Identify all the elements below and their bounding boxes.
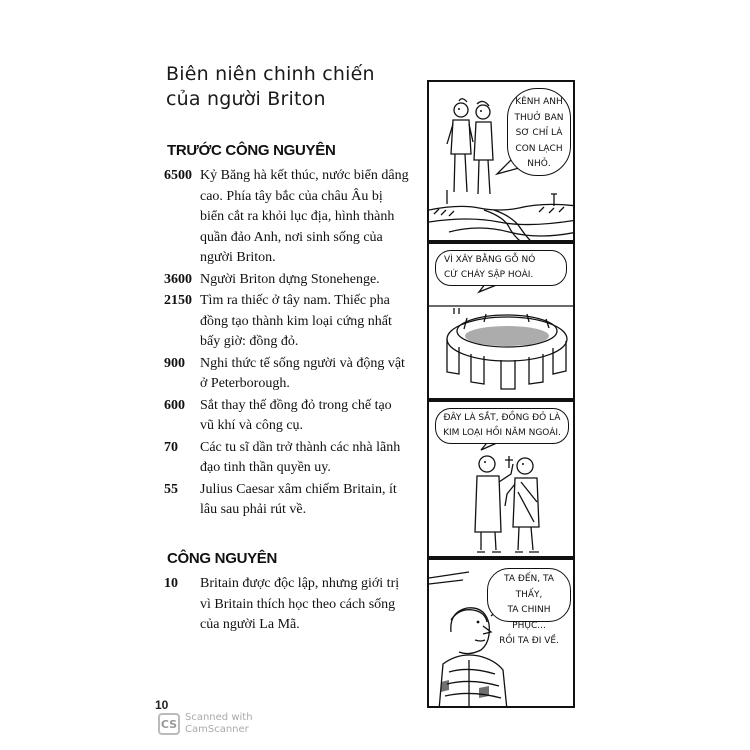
entry-year: 900 xyxy=(164,355,185,371)
timeline-entry xyxy=(164,166,409,269)
timeline-entry xyxy=(164,480,409,521)
entry-text: Nghi thức tế sống người và động vật ở Peterborough. xyxy=(200,355,405,391)
comic-panel-2 xyxy=(427,242,575,400)
entry-year: 2150 xyxy=(164,293,192,308)
title-line-1: Biên niên chinh chiến xyxy=(166,63,375,85)
timeline-entry xyxy=(164,396,409,437)
watermark-text: Scanned with CamScanner xyxy=(185,712,253,735)
speech-bubble-4: TA ĐẾN, TA THẤY, TA CHINH PHỤC... RỒI TA ĐI VỀ. xyxy=(487,568,571,622)
entry-text: Các tu sĩ dần trở thành các nhà lãnh đạo tinh thần quyền uy. xyxy=(200,439,401,475)
speech-bubble-1: KÊNH ANH THUỞ BAN SƠ CHỈ LÀ CON LẠCH NHỎ. xyxy=(507,88,571,176)
camscanner-logo-icon: CS xyxy=(158,713,180,735)
comic-panel-4 xyxy=(427,558,575,708)
entry-year: 10 xyxy=(164,576,178,591)
timeline-entry xyxy=(164,270,409,291)
entry-text: Sắt thay thế đồng đỏ trong chế tạo vũ khí và công cụ. xyxy=(200,397,392,433)
entry-text: Britain được độc lập, nhưng giới trị vì Britain thích học theo cách sống của người La Mã. xyxy=(200,576,400,632)
ad-events xyxy=(164,574,409,637)
entry-text: Julius Caesar xâm chiếm Britain, ít lâu sau phải rút về. xyxy=(200,481,397,517)
entry-year: 600 xyxy=(164,397,185,413)
timeline-entry xyxy=(164,354,409,395)
entry-year: 3600 xyxy=(164,271,192,287)
camscanner-watermark xyxy=(158,712,253,736)
speech-bubble-3: ĐÂY LÀ SẮT, ĐỒNG ĐỎ LÀ KIM LOẠI HỒI NĂM NGOÁI. xyxy=(435,408,569,444)
page-title xyxy=(166,62,375,112)
timeline-entry xyxy=(164,291,409,353)
entry-year: 55 xyxy=(164,481,178,497)
entry-text: Người Briton dựng Stonehenge. xyxy=(200,271,380,287)
entry-year: 6500 xyxy=(164,168,192,183)
title-line-2: của người Briton xyxy=(166,88,326,110)
bc-events xyxy=(164,166,409,522)
entry-year: 70 xyxy=(164,439,178,455)
comic-panel-3 xyxy=(427,400,575,558)
ad-heading: CÔNG NGUYÊN xyxy=(167,550,278,567)
timeline-entry xyxy=(164,574,409,636)
entry-text: Kỷ Băng hà kết thúc, nước biển dâng cao. Phía tây bắc của châu Âu bị biển cắt ra khỏi lục địa, hình thành quần đảo Anh, nơi sinh sống của người Briton. xyxy=(200,168,409,265)
page-number: 10 xyxy=(155,698,169,712)
entry-text: Tìm ra thiếc ở tây nam. Thiếc pha đồng tạo thành kim loại cứng nhất bấy giờ: đồng đỏ. xyxy=(200,293,392,349)
timeline-entry xyxy=(164,438,409,479)
speech-bubble-2: VÌ XÂY BẰNG GỖ NÓ CỨ CHÁY SẬP HOÀI. xyxy=(435,250,567,286)
bc-heading: TRƯỚC CÔNG NGUYÊN xyxy=(167,142,336,159)
comic-panel-1 xyxy=(427,80,575,242)
